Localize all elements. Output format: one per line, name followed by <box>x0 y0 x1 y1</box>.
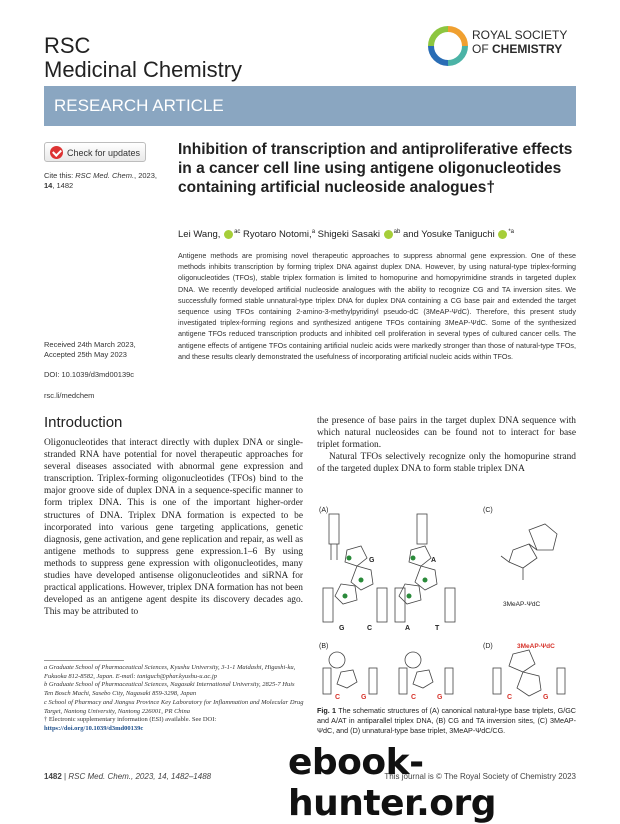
journal-name-line1: RSC <box>44 33 91 58</box>
intro-column-1 <box>44 437 303 618</box>
watermark: ebook-hunter.org <box>288 742 497 824</box>
orcid-icon[interactable] <box>498 230 507 239</box>
check-updates-icon <box>50 146 63 159</box>
author-list <box>178 226 578 241</box>
panel-c-structure <box>501 524 557 580</box>
orcid-icon[interactable] <box>384 230 393 239</box>
figure-compound-label: 3MeAP-ΨdC <box>503 601 541 608</box>
orcid-icon[interactable] <box>224 230 233 239</box>
cite-year: , 2023, <box>134 171 157 180</box>
page-number: 1482 <box>44 772 62 781</box>
section-banner: RESEARCH ARTICLE <box>44 86 576 126</box>
author-affiliation: *a <box>508 229 515 235</box>
panel-label-b: (B) <box>319 643 329 650</box>
author-affiliation: ab <box>393 229 401 235</box>
rsc-logo-icon <box>428 26 468 66</box>
author-affiliation: a <box>311 229 316 235</box>
page-footer: 1482 | RSC Med. Chem., 2023, 14, 1482–1488 This journal is © The Royal Society of Chemistry 2023 <box>44 772 576 781</box>
base-label: A <box>405 625 411 632</box>
base-label: G <box>543 694 549 700</box>
intro-paragraph: Oligonucleotides that interact directly with duplex DNA or single-stranded RNA have potential for novel therapeutic approaches for several diseases associated with abnormal gene expression and transcription. Triplex-forming oligonucleotides (TFOs) bind to the major groove side of duplex DNA in a sequence-specific manner to form triplex DNA. This is one of the important higher-order structures of DNA. Triplex DNA formation is expected to be incorporated into various gene targeting applications, genetic diagnosis, gene activation, and gene replication and repair, as well as antigene methods to suppress gene expression.1–6 By using methods to suppress gene expression with oligonucleotides, many studies have developed antisense oligonucleotides and siRNA for practical applications. However, triplex DNA formation has not been developed as an antigene agent despite its discovery decades ago. This may be attributed to <box>44 438 303 618</box>
publisher-line2-bold: CHEMISTRY <box>492 42 563 56</box>
figure-number: Fig. 1 <box>317 706 337 715</box>
footnote-affiliation-c: c School of Pharmacy and Jiangsu Province Key Laboratory for Inflammation and Molecular Drug Target, Nantong University, Nantong 226001, PR China <box>44 698 304 715</box>
cite-volume: 14 <box>44 181 53 190</box>
figure-1 <box>317 500 576 700</box>
figure-caption <box>317 706 576 736</box>
author-name: Ryotaro Notomi, <box>240 229 312 241</box>
panel-a-structures <box>323 514 455 622</box>
abstract: Antigene methods are promising novel therapeutic approaches to suppress abnormal gene expression. One of these methods inhibits transcription by forming triplex DNA against duplex DNA. However, by using natural-type triplex-forming oligonucleotides (TFOs), stable triplex formation is limited to homopurine and homopyrimidine strands in targeted duplex DNA. We recently developed artificial nucleoside analogues with the ability to recognize CG and TA inversion sites. We successfully formed stable unnatural-type triplex DNA for duplex DNA containing a CG base pair and extended the target sequence using TFOs containing 2-amino-3-methylpyridinyl pseudo-dC (3MeAP-ΨdC). Therefore, this present study investigated triplex-forming regions and synthesized antigene TFOs containing 3MeAP-ΨdC. Some of the synthesized antigene TFOs reduced transcription products and inhibited cell proliferation in several types of cultured cancer cells. The antigene effects of antigene TFOs containing artificial nucleic acids were markedly stronger than those of natural-type TFOs, and these results clearly demonstrated the usefulness of incorporating artificial nucleic acids within TFOs. <box>178 251 576 361</box>
cite-pages: , 1482 <box>52 181 74 190</box>
base-label: G <box>369 557 375 564</box>
footnote-esi: † Electronic supplementary information (ESI) available. See DOI: <box>44 716 217 724</box>
base-label: T <box>435 625 440 632</box>
panel-label-c: (C) <box>483 507 493 514</box>
intro-paragraph: Natural TFOs selectively recognize only the homopurine strand of the targeted duplex DNA to form stable triplex DNA <box>317 452 576 475</box>
figure-compound-label: 3MeAP-ΨdC <box>517 643 555 650</box>
panel-b-structures <box>323 652 453 694</box>
intro-paragraph: the presence of base pairs in the target duplex DNA sequence with which natural nucleosides can be found not to interact for base triplet formation. <box>317 416 576 451</box>
check-for-updates-button[interactable] <box>44 142 146 162</box>
figure-caption-text: The schematic structures of (A) canonical natural-type base triplets, G/GC and A/AT in antiparallel triplex DNA, (B) CG and TA inversion sites, (C) 3MeAP-ΨdC, and (D) unnatural-type base triplet, 3MeAP-ΨdC/CG. <box>317 706 576 735</box>
footnotes <box>44 664 304 734</box>
footnote-divider <box>44 660 124 661</box>
received-date: Received 24th March 2023, <box>44 340 136 349</box>
author-name: Lei Wang, <box>178 229 221 241</box>
panel-d-structure <box>493 650 565 696</box>
author-name: and Yosuke Taniguchi <box>400 229 495 241</box>
base-label: G <box>339 625 345 632</box>
publisher-line2-prefix: OF <box>472 42 492 56</box>
journal-url[interactable]: rsc.li/medchem <box>44 391 95 400</box>
panel-label-d: (D) <box>483 643 493 650</box>
base-label: G <box>437 694 443 700</box>
panel-a-dots <box>343 556 428 599</box>
intro-column-2 <box>317 415 576 475</box>
base-label: C <box>411 694 417 700</box>
author-name: Shigeki Sasaki <box>315 229 380 241</box>
footer-rights: This journal is © The Royal Society of Chemistry 2023 <box>384 772 576 781</box>
footnote-affiliation-a: a Graduate School of Pharmaceutical Sciences, Kyushu University, 3-1-1 Maidashi, Higashi-ku, Fukuoka 812-8582, Japan. E-mail: taniguch@phar.kyushu-u.ac.jp <box>44 664 296 680</box>
author-affiliation: ac <box>234 229 241 235</box>
cite-journal: RSC Med. Chem. <box>75 171 135 180</box>
doi[interactable]: DOI: 10.1039/d3md00139c <box>44 370 135 379</box>
publisher-name <box>472 28 567 56</box>
base-label: C <box>507 694 513 700</box>
footer-journal: RSC Med. Chem., 2023, 14, 1482–1488 <box>68 772 212 781</box>
journal-name-line2: Medicinal Chemistry <box>44 57 243 82</box>
accepted-date: Accepted 25th May 2023 <box>44 350 127 359</box>
base-label: A <box>431 557 437 564</box>
publisher-line1: ROYAL SOCIETY <box>472 28 568 42</box>
section-heading-introduction: Introduction <box>44 414 123 431</box>
article-title: Inhibition of transcription and antiproliferative effects in a cancer cell line using antigene oligonucleotides containing artificial nucleoside analogues† <box>178 141 573 196</box>
base-label: C <box>335 694 341 700</box>
footnote-affiliation-b: b Graduate School of Pharmaceutical Sciences, Nagasaki International University, 2825-7 Huis Ten Bosch Machi, Sasebo City, Nagasaki 859-3298, Japan <box>44 681 295 698</box>
base-label: G <box>361 694 367 700</box>
panel-label-a: (A) <box>319 507 329 514</box>
cite-prefix: Cite this: <box>44 171 76 180</box>
citation <box>44 171 164 191</box>
check-for-updates-label: Check for updates <box>67 148 141 158</box>
esi-link[interactable]: https://doi.org/10.1039/d3md00139c <box>44 724 144 732</box>
journal-name <box>44 34 242 82</box>
base-label: C <box>367 625 373 632</box>
